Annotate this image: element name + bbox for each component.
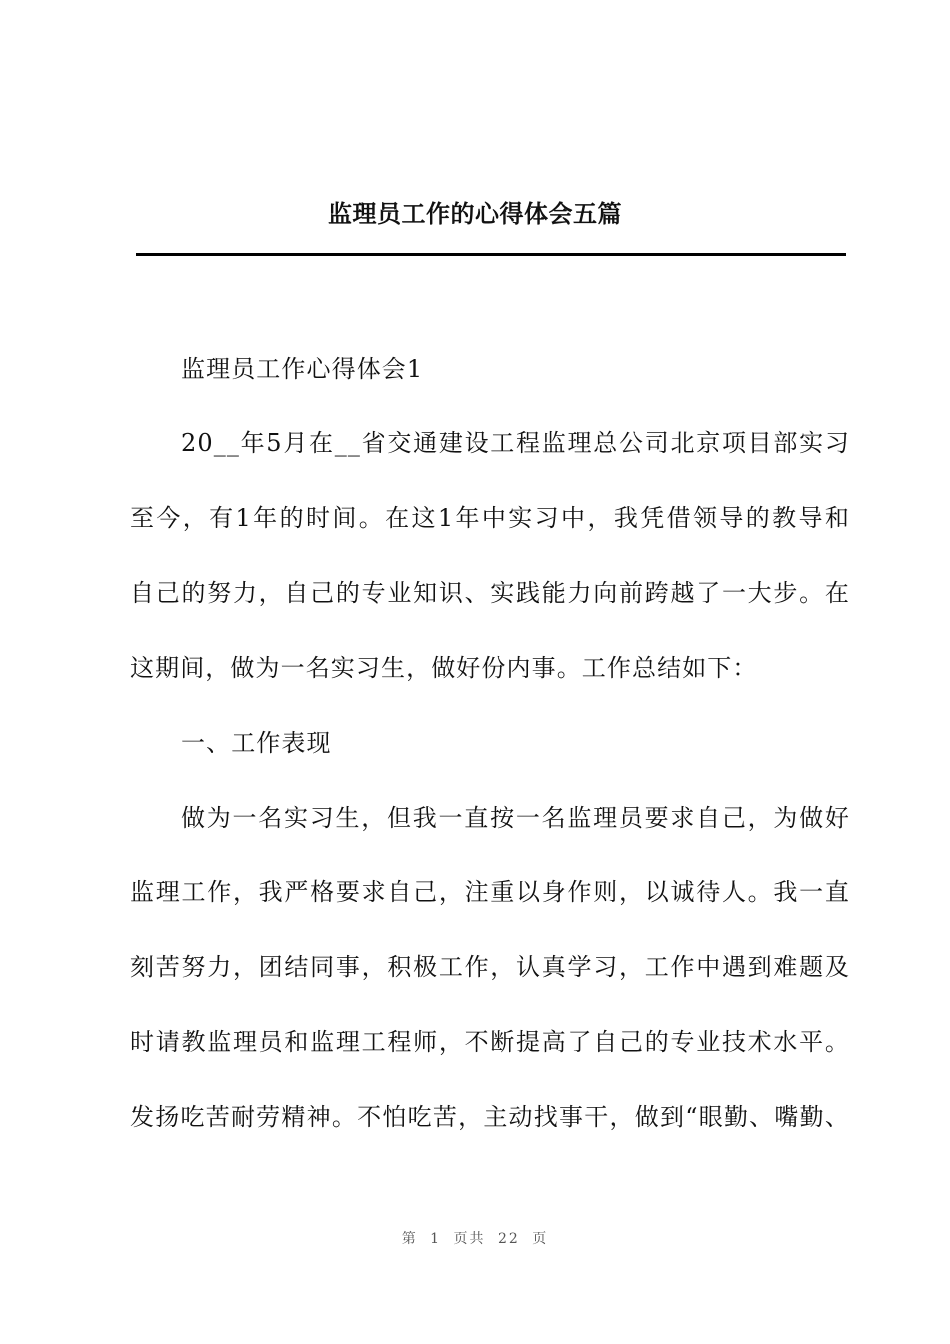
section-heading: 监理员工作心得体会1: [181, 355, 424, 383]
paragraph-line: 自己的努力，自己的专业知识、实践能力向前跨越了一大步。在: [130, 579, 850, 607]
paragraph-line: 20__年5月在__省交通建设工程监理总公司北京项目部实习: [181, 429, 850, 457]
document-title: 监理员工作的心得体会五篇: [328, 200, 622, 228]
paragraph-line: 做为一名实习生，但我一直按一名监理员要求自己，为做好: [181, 804, 850, 832]
subsection-heading: 一、工作表现: [181, 729, 332, 757]
page-footer: 第 1 页共 22 页: [401, 1231, 549, 1247]
paragraph-line: 这期间，做为一名实习生，做好份内事。工作总结如下：: [130, 654, 758, 682]
paragraph-line: 监理工作，我严格要求自己，注重以身作则，以诚待人。我一直: [130, 878, 850, 906]
paragraph-line: 发扬吃苦耐劳精神。不怕吃苦，主动找事干，做到“眼勤、嘴勤、: [130, 1103, 850, 1131]
paragraph-line: 时请教监理员和监理工程师，不断提高了自己的专业技术水平。: [130, 1028, 850, 1056]
paragraph-line: 刻苦努力，团结同事，积极工作，认真学习，工作中遇到难题及: [130, 953, 850, 981]
paragraph-line: 至今，有1年的时间。在这1年中实习中，我凭借领导的教导和: [130, 504, 850, 532]
title-divider: [136, 253, 846, 256]
